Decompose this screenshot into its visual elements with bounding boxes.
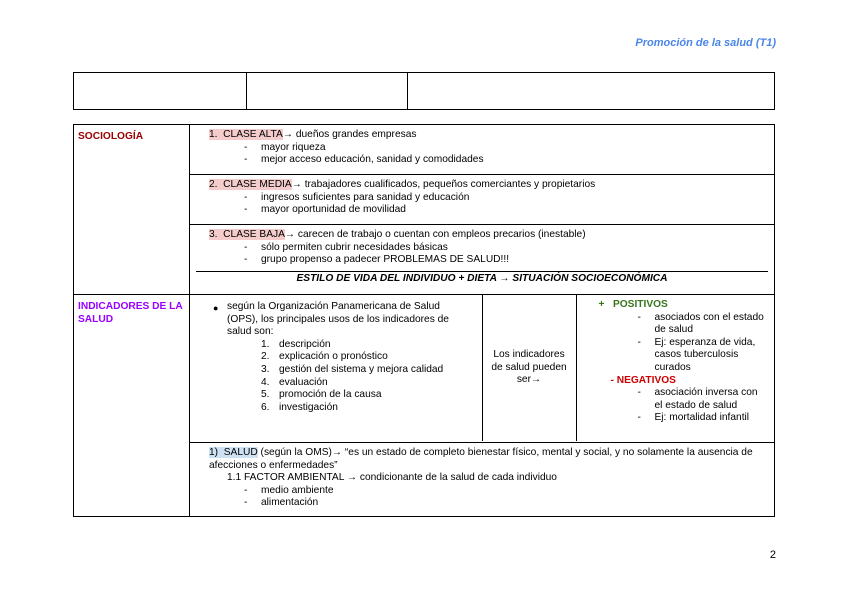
negativos-heading: - NEGATIVOS <box>610 374 676 386</box>
page-number: 2 <box>769 549 776 561</box>
indicadores-label: INDICADORES DE LA SALUD <box>74 295 190 517</box>
usos-list <box>227 339 474 415</box>
clase-baja-title: CLASE BAJA <box>223 229 285 240</box>
salud-definicion-cell <box>190 443 775 517</box>
indicadores-cell <box>190 295 775 443</box>
clase-alta-heading <box>209 129 768 142</box>
header-table <box>73 72 775 110</box>
document-header-title: Promoción de la salud (T1) <box>635 37 776 49</box>
clase-media-description: → trabajadores cualificados, pequeños comerciantes y propietarios <box>291 179 596 190</box>
list-item-number: 3. <box>261 363 270 375</box>
factor-ambiental-heading: 1.1 FACTOR AMBIENTAL → condicionante de la salud de cada individuo <box>227 472 557 484</box>
notes-table <box>73 124 775 517</box>
header-cell-1 <box>74 73 247 110</box>
header-cell-2 <box>247 73 408 110</box>
clase-alta-cell <box>190 125 775 175</box>
salud-description: (según la OMS)→ “es un estado de completo bienestar físico, mental y social, y no solamente la ausencia de afecciones o enfermedades” <box>209 447 753 471</box>
list-item <box>261 338 474 352</box>
clase-baja-heading <box>209 229 768 242</box>
list-item-number: 2. <box>261 351 270 363</box>
list-item <box>261 401 474 415</box>
salud-number: 1) <box>209 447 219 458</box>
usos-column <box>190 295 482 441</box>
salud-title: SALUD <box>223 447 258 458</box>
list-item: - Ej: esperanza de vida, casos tuberculosis curados <box>655 337 769 375</box>
clase-baja-title-highlight <box>209 229 285 240</box>
clase-baja-description: → carecen de trabajo o cuentan con empleos precarios (inestable) <box>284 229 586 240</box>
clase-baja-cell <box>190 225 775 295</box>
usos-intro: según la Organización Panamericana de Salud (OPS), los principales usos de los indicadores de salud son: <box>227 301 449 338</box>
clase-media-number: 2. <box>209 179 218 190</box>
clase-alta-title: CLASE ALTA <box>223 129 283 140</box>
list-item-number: 5. <box>261 389 270 401</box>
list-item: - mayor riqueza <box>261 142 768 155</box>
list-item: - alimentación <box>261 497 768 510</box>
clase-baja-list <box>209 242 768 267</box>
header-cell-3 <box>408 73 775 110</box>
indicadores-tipos-lead: Los indicadores de salud pueden ser→ <box>482 295 576 441</box>
list-item: - ingresos suficientes para sanidad y educación <box>261 192 768 205</box>
factor-ambiental-list <box>209 485 768 510</box>
positivos-list <box>599 312 769 375</box>
list-item <box>261 376 474 390</box>
clase-media-list <box>209 192 768 217</box>
indicadores-inner-table <box>190 295 774 441</box>
bullet-icon: ● <box>213 303 219 313</box>
list-item <box>261 351 474 364</box>
list-item-number: 6. <box>261 401 270 413</box>
list-item: - mayor oportunidad de movilidad <box>261 204 768 217</box>
clase-media-cell <box>190 175 775 225</box>
clase-baja-number: 3. <box>209 229 218 240</box>
clase-media-title: CLASE MEDIA <box>223 179 292 190</box>
list-item <box>261 389 474 402</box>
salud-title-highlight <box>209 447 258 458</box>
positivos-heading: + POSITIVOS <box>598 299 668 310</box>
list-item: - mejor acceso educación, sanidad y comodidades <box>261 154 768 167</box>
salud-definicion <box>209 447 768 472</box>
list-item-text: promoción de la causa <box>279 389 382 401</box>
estilo-de-vida-summary: ESTILO DE VIDA DEL INDIVIDUO + DIETA → SITUACIÓN SOCIOECONÓMICA <box>196 271 768 286</box>
clase-alta-description: → dueños grandes empresas <box>282 129 417 140</box>
clase-media-heading <box>209 179 768 192</box>
list-item: - asociación inversa con el estado de salud <box>655 387 769 412</box>
list-item-text: investigación <box>279 401 338 413</box>
negativos-list <box>599 387 769 425</box>
list-item: - medio ambiente <box>261 485 768 498</box>
list-item-number: 4. <box>261 376 270 388</box>
clase-alta-title-highlight <box>209 129 283 140</box>
list-item: - asociados con el estado de salud <box>655 312 769 337</box>
list-item-number: 1. <box>261 338 270 350</box>
list-item-text: gestión del sistema y mejora calidad <box>279 363 444 375</box>
list-item-text: evaluación <box>279 376 328 388</box>
list-item <box>261 363 474 377</box>
list-item: - grupo propenso a padecer PROBLEMAS DE SALUD!!! <box>261 254 768 267</box>
list-item-text: descripción <box>279 338 331 350</box>
sociologia-label: SOCIOLOGÍA <box>74 125 190 295</box>
clase-alta-number: 1. <box>209 129 218 140</box>
tipos-column <box>576 295 774 441</box>
list-item: - Ej: mortalidad infantil <box>655 412 769 425</box>
list-item: - sólo permiten cubrir necesidades básicas <box>261 242 768 255</box>
list-item-text: explicación o pronóstico <box>279 351 388 363</box>
clase-media-title-highlight <box>209 179 292 190</box>
clase-alta-list <box>209 142 768 167</box>
